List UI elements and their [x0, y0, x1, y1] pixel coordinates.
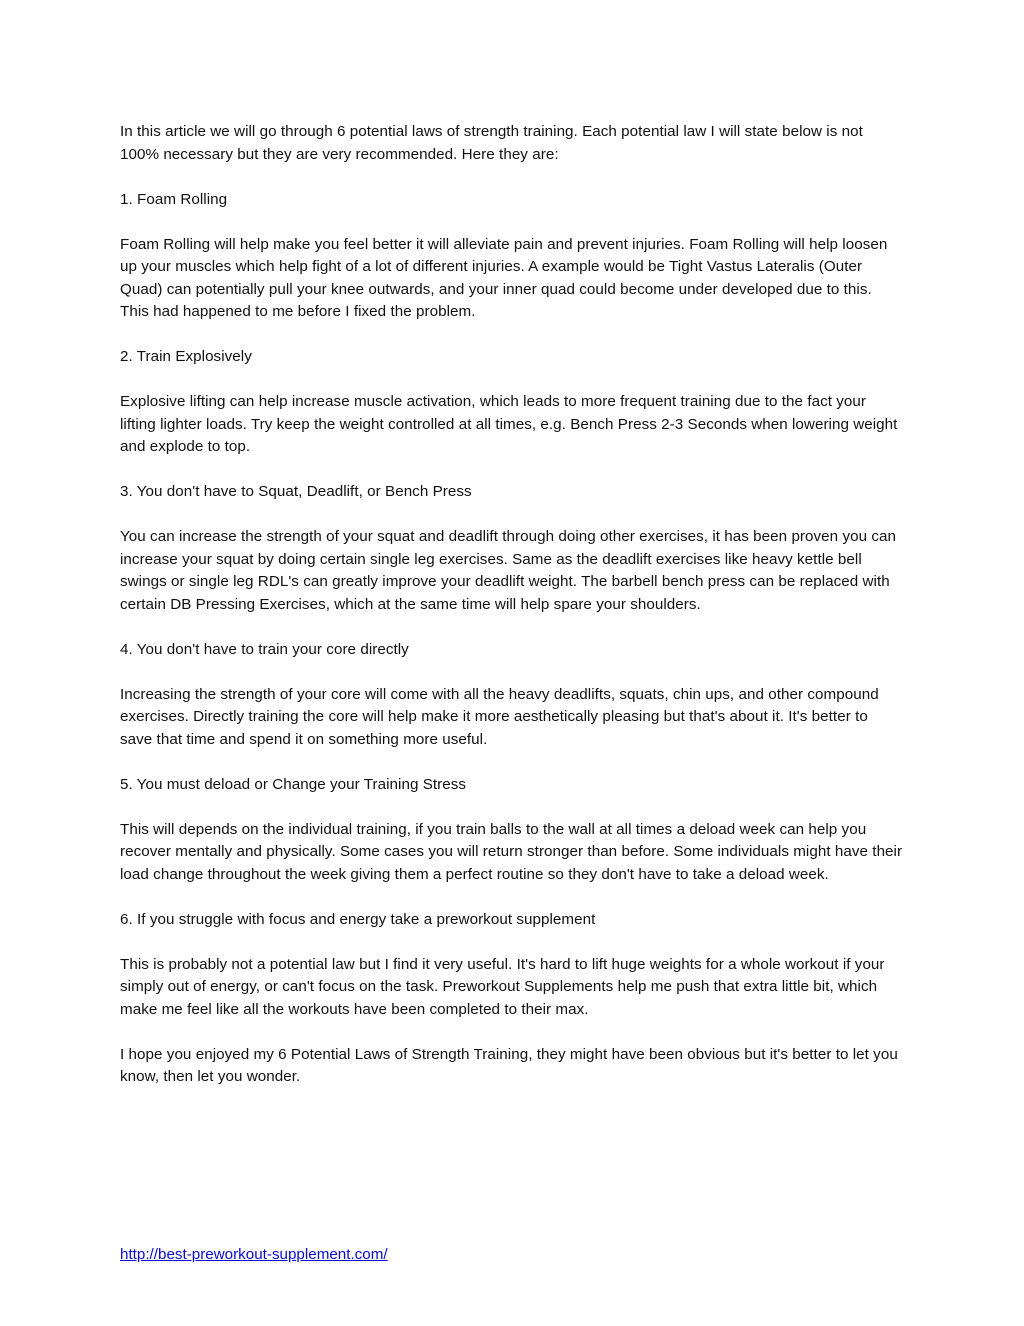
section-body-preworkout: This is probably not a potential law but I find it very useful. It's hard to lift huge weights for a whole workout if your simply out of energy, or can't focus on the task. Preworkout Supplements help me push that extra little bit, which make me feel like all the workouts have been completed to their max.	[120, 955, 885, 1018]
section-heading-preworkout: 6. If you struggle with focus and energy take a preworkout supplement	[120, 910, 596, 928]
section-heading-foam-rolling: 1. Foam Rolling	[120, 190, 228, 208]
article-body	[120, 121, 904, 1111]
section-body-squat-deadlift-bench: You can increase the strength of your squat and deadlift through doing other exercises, it has been proven you can increase your squat by doing certain single leg exercises. Same as the deadlift exercises like heavy kettle bell swings or single leg RDL's can greatly improve your deadlift weight. The barbell bench press can be replaced with certain DB Pressing Exercises, which at the same time will help spare your shoulders.	[120, 528, 896, 613]
section-body-train-explosively: Explosive lifting can help increase muscle activation, which leads to more frequent training due to the fact your lifting lighter loads. Try keep the weight controlled at all times, e.g. Bench Press 2-3 Seconds when lowering weight and explode to top.	[120, 393, 898, 455]
footer-website-link[interactable]: http://best-preworkout-supplement.com/	[120, 1246, 388, 1263]
section-heading-train-explosively: 2. Train Explosively	[120, 348, 252, 365]
closing-paragraph: I hope you enjoyed my 6 Potential Laws of Strength Training, they might have been obvious but it's better to let you know, then let you wonder.	[120, 1045, 898, 1085]
intro-paragraph: In this article we will go through 6 potential laws of strength training. Each potential law I will state below is not 100% necessary but they are very recommended. Here they are:	[120, 123, 863, 163]
section-heading-deload: 5. You must deload or Change your Training Stress	[120, 775, 467, 793]
section-heading-squat-deadlift-bench: 3. You don't have to Squat, Deadlift, or Bench Press	[120, 483, 472, 500]
section-body-deload: This will depends on the individual training, if you train balls to the wall at all times a deload week can help you recover mentally and physically. Some cases you will return stronger than before. Some individuals might have their load change throughout the week giving them a perfect routine so they don't have to take a deload week.	[120, 820, 903, 883]
section-heading-core: 4. You don't have to train your core directly	[120, 640, 409, 658]
section-body-foam-rolling: Foam Rolling will help make you feel better it will alleviate pain and prevent injuries. Foam Rolling will help loosen up your muscles which help fight of a lot of different injuries. A example would be Tight Vastus Lateralis (Outer Quad) can potentially pull your knee outwards, and your inner quad could become under developed due to this. This had happened to me before I fixed the problem.	[120, 235, 888, 320]
section-body-core: Increasing the strength of your core will come with all the heavy deadlifts, squats, chin ups, and other compound exercises. Directly training the core will help make it more aesthetically pleasing but that's about it. It's better to save that time and spend it on something more useful.	[120, 685, 879, 748]
